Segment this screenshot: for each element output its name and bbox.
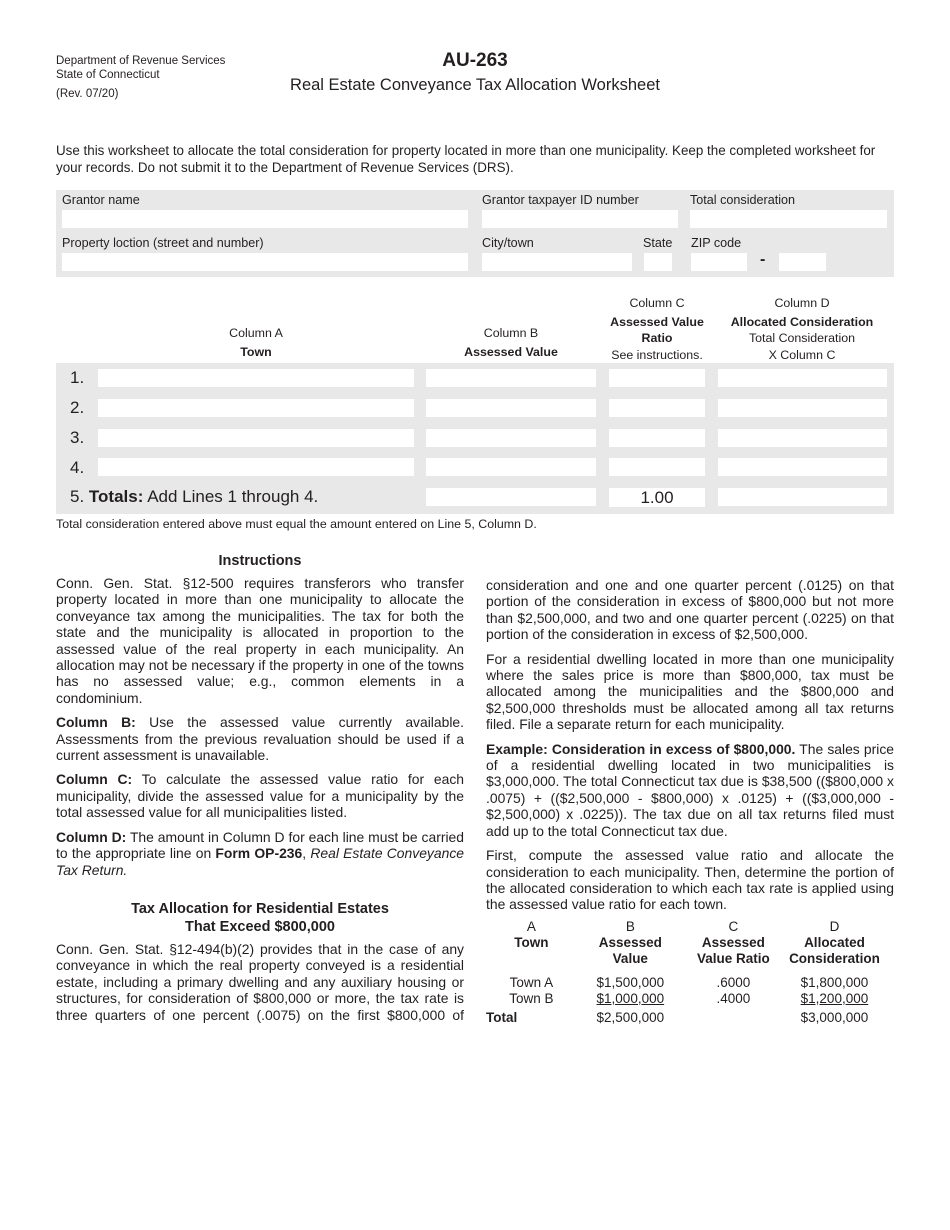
line-number: 5. (70, 487, 85, 506)
column-b-instructions-text: Use the assessed value currently available. Assessments from the previous revaluation should be used if a current assessment is unavailable. (56, 714, 465, 764)
column-c-label: Column C (629, 296, 685, 310)
form-revision: (Rev. 07/20) (56, 88, 119, 100)
grantor-info-section (56, 190, 894, 277)
property-location-field[interactable] (62, 253, 468, 271)
letter-a: A (526, 918, 536, 934)
ratio-field[interactable] (609, 429, 705, 447)
allocated-field[interactable] (718, 458, 887, 476)
grantor-name-label: Grantor name (62, 193, 140, 207)
totals-label-bold: Totals: (88, 487, 144, 506)
assessed-value: $1,000,000 (596, 990, 665, 1006)
instructions-left-column (56, 552, 464, 1031)
example-label: Example: Consideration in excess of $800,000. (486, 740, 796, 757)
state-field[interactable] (644, 253, 672, 271)
column-d-subtext2: X Column C (768, 347, 836, 362)
column-a-header (98, 325, 414, 360)
header-ratio (684, 935, 783, 967)
header-ratio-line2: Value Ratio (697, 950, 770, 966)
grantor-tin-field[interactable] (482, 210, 678, 228)
column-b-instructions (56, 714, 464, 763)
line-number: 3. (70, 428, 85, 447)
table-row (486, 991, 886, 1007)
instructions-paragraph: Conn. Gen. Stat. §12-500 requires transferors who transfer property located in more than one municipality to allocate the conveyance tax among the municipalities. The tax for both the state and the municipality is allocated in proportion to the assessed value of the real property in each municipality. An allocation may not be necessary if the property in one of the towns has no assessed value; e.g., common elements in a condominium. (56, 575, 464, 706)
table-note: Total consideration entered above must equal the amount entered on Line 5, Column D. (56, 517, 537, 531)
example-table-letters (486, 919, 886, 935)
zip-label: ZIP code (691, 236, 742, 250)
property-location-label: Property loction (street and number) (62, 236, 264, 250)
column-c-header (605, 295, 709, 363)
instructions-heading: Instructions (218, 553, 302, 569)
column-d-instructions-text: The amount in Column D for each line must be carried to the appropriate line on (56, 828, 465, 862)
letter-c: C (728, 918, 739, 934)
ratio-field[interactable] (609, 369, 705, 387)
form-op236-reference: Form OP-236 (215, 845, 303, 862)
residential-heading-line1: Tax Allocation for Residential Estates (131, 900, 389, 917)
town-field[interactable] (98, 458, 414, 476)
example-table (486, 919, 886, 1026)
column-d-subtext1: Total Consideration (748, 331, 856, 345)
town-field[interactable] (98, 399, 414, 417)
header-assessed-line2: Value (612, 950, 648, 966)
column-c-instructions-text: To calculate the assessed value ratio for each municipality, divide the assessed value for a municipality by the total assessed value for all municipalities listed. (56, 771, 465, 821)
allocated-value: $1,800,000 (800, 974, 869, 990)
example-text: The sales price of a residential dwelling located in two municipalities is $3,000,000. The total Connecticut tax due is $38,500 (($800,000 x .0075) + (($2,500,000 - $800,000) x .0125) + (($3,000,000 - $2,500,000) x .0225)). The tax due on all tax returns filed must add up to the total Connecticut tax due. (486, 740, 894, 839)
header-allocated-line1: Allocated (804, 934, 865, 950)
total-ratio-field: 1.00 (609, 488, 705, 507)
allocated-field[interactable] (718, 399, 887, 417)
totals-label-text: Add Lines 1 through 4. (147, 487, 319, 506)
line-number: 2. (70, 398, 85, 417)
total-assessed-value: $2,500,000 (596, 1009, 665, 1025)
agency-name: Department of Revenue Services (56, 55, 226, 67)
ratio-field[interactable] (609, 399, 705, 417)
total-assessed-value-field[interactable] (426, 488, 596, 506)
grantor-name-field[interactable] (62, 210, 468, 228)
column-b-header (426, 325, 596, 360)
column-b-instructions-label: Column B: (56, 714, 136, 731)
column-a-label: Column A (229, 326, 283, 340)
town-field[interactable] (98, 369, 414, 387)
header-allocated-line2: Consideration (789, 950, 880, 966)
instructions-right-column (486, 577, 894, 1026)
town-name: Town B (509, 990, 554, 1006)
total-consideration-label: Total consideration (690, 193, 796, 207)
city-town-label: City/town (482, 236, 534, 250)
total-allocated-value: $3,000,000 (800, 1009, 869, 1025)
zip-separator: - (760, 251, 766, 268)
form-op236-title: Real Estate Conveyance Tax Return. (56, 845, 464, 878)
agency-state: State of Connecticut (56, 69, 160, 81)
allocated-field[interactable] (718, 369, 887, 387)
column-d-title: Allocated Consideration (730, 314, 874, 329)
header-assessed (577, 935, 684, 967)
assessed-value-field[interactable] (426, 399, 596, 417)
state-label: State (643, 236, 673, 250)
line-number: 4. (70, 458, 85, 477)
residential-heading-line2: That Exceed $800,000 (185, 918, 335, 935)
form-number: AU-263 (442, 50, 508, 71)
town-field[interactable] (98, 429, 414, 447)
letter-d: D (829, 918, 840, 934)
column-d-label: Column D (774, 296, 830, 310)
column-c-title2: Ratio (641, 331, 673, 345)
header-allocated (783, 935, 886, 967)
total-ratio-value (684, 1007, 783, 1026)
total-label: Total (486, 1009, 518, 1025)
intro-text: Use this worksheet to allocate the total consideration for property located in more than one municipality. Keep the completed worksheet for your records. Do not submit it to the Department of Revenue Services (DRS). (56, 143, 876, 175)
column-b-label: Column B (483, 326, 539, 340)
table-row (486, 967, 886, 991)
column-d-instructions-label: Column D: (56, 828, 127, 845)
header-assessed-line1: Assessed (598, 934, 662, 950)
total-consideration-field[interactable] (690, 210, 887, 228)
column-c-subtext: See instructions. (611, 347, 703, 362)
column-d-instructions (56, 829, 464, 878)
header-town-text: Town (514, 934, 549, 950)
compute-paragraph: First, compute the assessed value ratio and allocate the consideration to each municipality. Then, determine the portion of the allocated consideration to which each tax rate is applied using the assessed value ratio for each town. (486, 847, 894, 913)
column-c-title: Assessed Value (610, 314, 704, 329)
town-name: Town A (509, 974, 554, 990)
example-paragraph (486, 741, 894, 839)
assessed-value-field[interactable] (426, 369, 596, 387)
city-town-field[interactable] (482, 253, 632, 271)
header-town (486, 935, 577, 967)
column-a-title: Town (240, 344, 272, 359)
allocated-value: $1,200,000 (800, 990, 869, 1006)
zip-ext-field[interactable] (779, 253, 826, 271)
assessed-value-field[interactable] (426, 429, 596, 447)
column-c-instructions-label: Column C: (56, 771, 133, 788)
ratio-field[interactable] (609, 458, 705, 476)
column-d-header (712, 295, 892, 363)
residential-paragraph: Conn. Gen. Stat. §12-494(b)(2) provides that in the case of any conveyance in which the real property conveyed is a residential estate, including a primary dwelling and any auxiliary housing or structures, for consideration of $800,000 or more, the tax rate is three quarters of one percent (.0075) on the first $800,000 of (56, 940, 464, 1023)
total-allocated-field[interactable] (718, 488, 887, 506)
assessed-value: $1,500,000 (596, 974, 665, 990)
ratio-value: .4000 (716, 990, 751, 1006)
form-title: Real Estate Conveyance Tax Allocation Worksheet (290, 76, 660, 94)
zip-field[interactable] (691, 253, 747, 271)
column-b-title: Assessed Value (464, 344, 558, 359)
totals-label (70, 487, 318, 507)
allocated-field[interactable] (718, 429, 887, 447)
multi-municipality-paragraph: For a residential dwelling located in more than one municipality where the sales price is more than $800,000, tax must be allocated among the municipalities and the $800,000 and $2,500,000 thresholds must be allocated among all tax returns filed. File a separate return for each municipality. (486, 650, 894, 733)
grantor-tin-label: Grantor taxpayer ID number (482, 193, 639, 207)
assessed-value-field[interactable] (426, 458, 596, 476)
comma: , (302, 845, 311, 862)
example-table-header (486, 935, 886, 967)
column-c-instructions (56, 771, 464, 820)
tax-rate-paragraph: consideration and one and one quarter percent (.0125) on that portion of the consideration in excess of $800,000 but not more than $2,500,000, and two and one quarter percent (.0225) on that portion of the consideration in excess of $2,500,000. (486, 577, 894, 643)
header-ratio-line1: Assessed (701, 934, 765, 950)
ratio-value: .6000 (716, 974, 751, 990)
line-number: 1. (70, 368, 85, 387)
letter-b: B (625, 918, 635, 934)
total-row (486, 1007, 886, 1026)
